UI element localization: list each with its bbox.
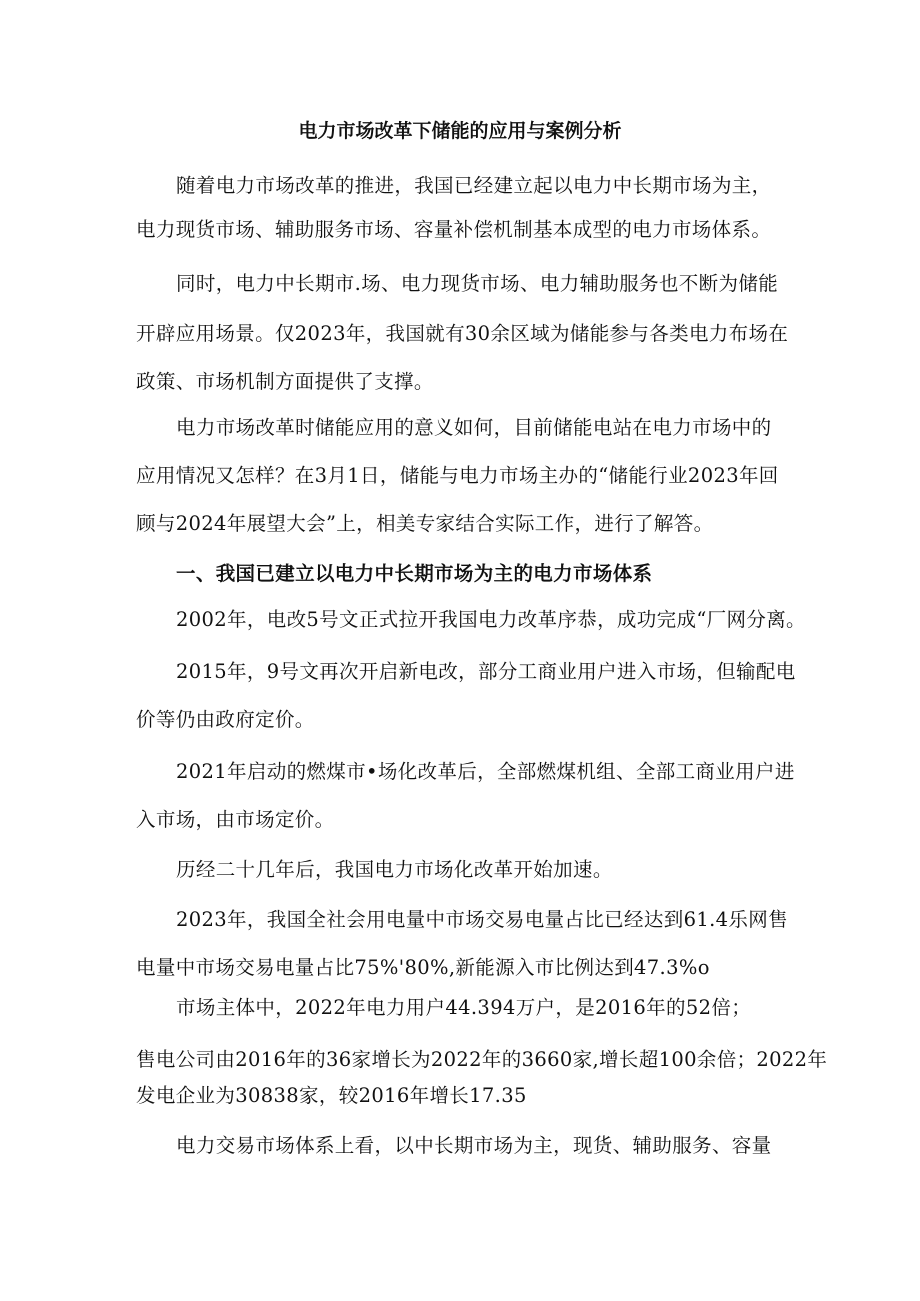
paragraph-line: 电量中市场交易电量占比75%'80%,新能源入市比例达到47.3%o [136,956,710,979]
paragraph-line: 售电公司由2016年的36家增长为2022年的3660家,增长超100余倍；2022年 [136,1048,828,1071]
paragraph-line: 2015年，9号文再次开启新电改，部分工商业用户进入市场，但输配电 [176,660,796,683]
paragraph-line: 应用情况又怎样？在3月1日，储能与电力市场主办的“储能行业2023年回 [136,464,779,487]
paragraph-line: 电力现货市场、辅助服务市场、容量补偿机制基本成型的电力市场体系。 [136,218,772,241]
paragraph-line: 电力交易市场体系上看，以中长期市场为主，现货、辅助服务、容量 [176,1134,772,1157]
paragraph-line: 2023年，我国全社会用电量中市场交易电量占比已经达到61.4乐网售 [176,908,788,931]
paragraph-line: 电力市场改革时储能应用的意义如何，目前储能电站在电力市场中的 [176,416,772,439]
paragraph-line: 入市场，由市场定价。 [136,808,335,831]
paragraph-line: 发电企业为30838家，较2016年增长17.35 [136,1084,527,1107]
paragraph-line: 顾与2024年展望大会”上，相美专家结合实际工作，进行了解答。 [136,512,714,535]
paragraph-line: 2002年，电改5号文正式拉开我国电力改革序恭，成功完成“厂网分离。 [176,608,806,631]
paragraph-line: 历经二十几年后，我国电力市场化改革开始加速。 [176,858,613,881]
paragraph-line: 同时，电力中长期市.场、电力现货市场、电力辅助服务也不断为储能 [176,272,779,295]
paragraph-line: 开辟应用场景。仅2023年，我国就有30余区域为储能参与各类电力布场在 [136,322,789,345]
paragraph-line: 政策、市场机制方面提供了支撑。 [136,370,434,393]
paragraph-line: 价等仍由政府定价。 [136,708,315,731]
section-heading: 一、我国已建立以电力中长期市场为主的电力市场体系 [176,562,653,585]
paragraph-line: 随着电力市场改革的推进，我国已经建立起以电力中长期市场为主， [176,174,772,197]
paragraph-line: 2021年启动的燃煤市•场化改革后，全部燃煤机组、全部工商业用户进 [176,760,795,783]
paragraph-line: 市场主体中，2022年电力用户44.394万户，是2016年的52倍； [176,996,752,1019]
document-title: 电力市场改革下储能的应用与案例分析 [298,120,622,142]
